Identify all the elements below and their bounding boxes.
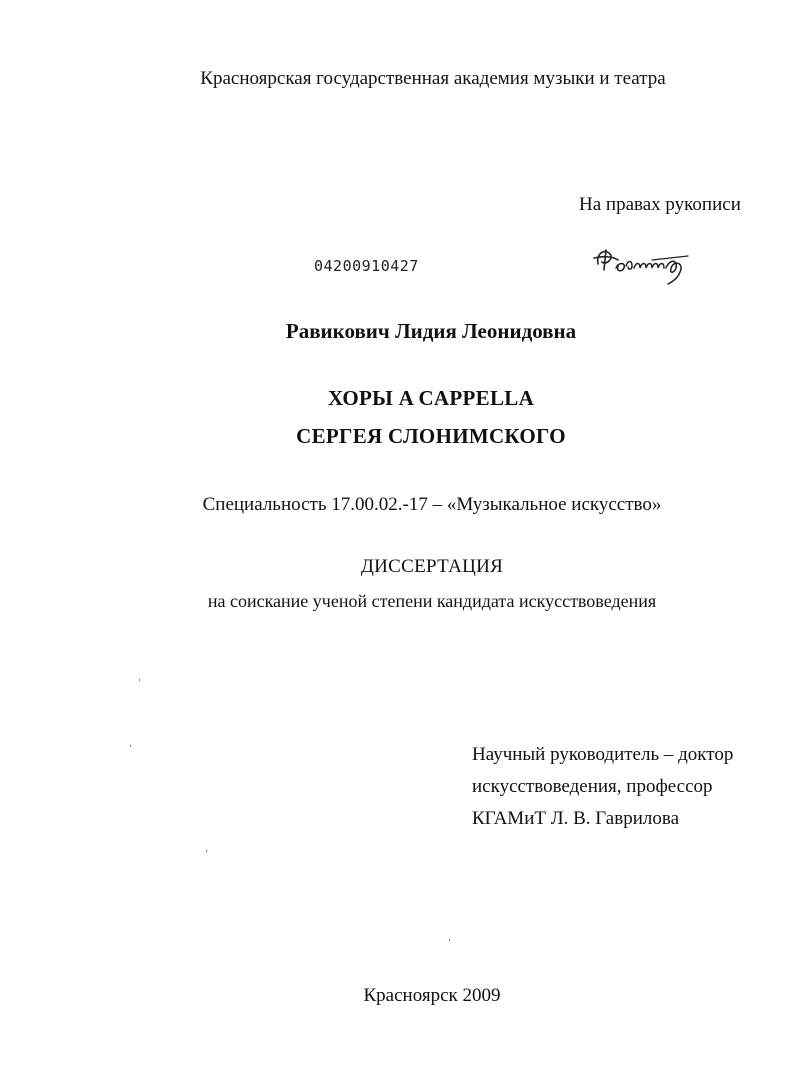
scan-speck [130,745,131,747]
degree-line: на соискание ученой степени кандидата искусствоведения [207,591,657,611]
author-name: Равикович Лидия Леонидовна [285,319,577,343]
specialty-line: Специальность 17.00.02.-17 – «Музыкальное искусство» [202,494,662,515]
city-year: Красноярск 2009 [363,985,501,1006]
document-type: ДИССЕРТАЦИЯ [360,556,504,577]
dissertation-title-line-1: ХОРЫ A CAPPELLA [327,386,535,410]
handwritten-signature-icon [592,240,702,286]
scan-speck [449,939,450,941]
scan-speck [139,679,140,681]
rights-note: На правах рукописи [579,194,741,215]
institution-name: Красноярская государственная академия музыки и театра [200,68,666,89]
dissertation-title-line-2: СЕРГЕЯ СЛОНИМСКОГО [296,424,566,448]
supervisor-line-3: КГАМиТ Л. В. Гаврилова [472,808,680,829]
scan-speck [206,850,207,852]
document-number: 04200910427 [314,257,419,275]
supervisor-line-1: Научный руководитель – доктор [472,744,734,765]
supervisor-line-2: искусствоведения, профессор [472,776,713,797]
